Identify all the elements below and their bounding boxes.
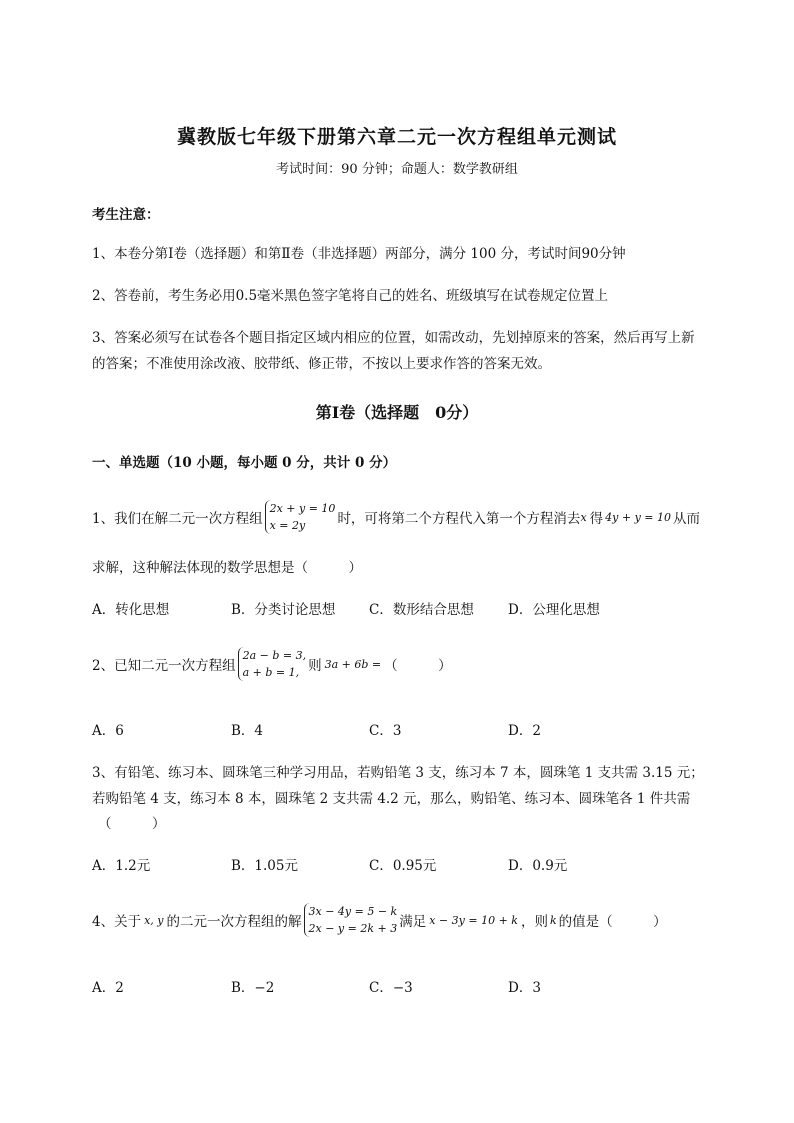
question-4-line-1: 4、关于 x, y 的二元一次方程组的解 3x − 4y = 5 − k 2x − y = 2k + 3 满足 x − 3y = 10 + k ，则 k 的值是（ ）	[92, 905, 667, 935]
question-3-option-a: A．1.2元	[92, 858, 151, 874]
exam-title: 冀教版七年级下册第六章二元一次方程组单元测试	[176, 126, 617, 148]
question-1-line-2: 求解，这种解法体现的数学思想是（ ）	[92, 560, 362, 576]
section-title: 第Ⅰ卷（选择题 0分）	[315, 403, 479, 422]
equation-system-2: 2a − b = 3, a + b = 1,	[238, 647, 307, 681]
question-3-option-d: D．0.9元	[508, 858, 568, 874]
question-1-option-d: D．公理化思想	[508, 602, 600, 618]
question-4-option-d: D．3	[508, 980, 541, 996]
equation-system-1: 2x + y = 10 x = 2y	[265, 500, 336, 534]
notice-heading: 考生注意：	[92, 207, 160, 223]
equation-system-4: 3x − 4y = 5 − k 2x − y = 2k + 3	[304, 903, 398, 937]
question-3-line-3: （ ）	[98, 816, 166, 832]
question-3-option-b: B．1.05元	[231, 858, 298, 874]
question-4-option-a: A．2	[92, 980, 124, 996]
question-3-line-2: 若购铅笔 4 支，练习本 8 本，圆珠笔 2 支共需 4.2 元，那么，购铅笔、练习本、圆珠笔各 1 件共需	[92, 791, 691, 807]
question-1-option-a: A．转化思想	[92, 602, 170, 618]
question-1-option-b: B．分类讨论思想	[231, 602, 336, 618]
question-2-option-b: B．4	[231, 723, 264, 739]
exam-subtitle: 考试时间：90 分钟；命题人：数学教研组	[276, 162, 518, 177]
notice-item-3: 3、答案必须写在试卷各个题目指定区域内相应的位置，如需改动，先划掉原来的答案，然后再写上新	[92, 330, 695, 346]
question-1-option-c: C．数形结合思想	[369, 602, 474, 618]
question-1-line-1: 1、我们在解二元一次方程组 2x + y = 10 x = 2y 时，可将第二个方程代入第一个方程消去x 得 4y + y = 10 从而	[92, 502, 701, 532]
question-3-line-1: 3、有铅笔、练习本、圆珠笔三种学习用品，若购铅笔 3 支，练习本 7 本，圆珠笔 1 支共需 3.15 元；	[92, 765, 704, 781]
question-4-option-c: C．−3	[369, 980, 413, 996]
question-2-option-c: C．3	[369, 723, 402, 739]
notice-item-1: 1、本卷分第Ⅰ卷（选择题）和第Ⅱ卷（非选择题）两部分，满分 100 分，考试时间90分钟	[92, 246, 626, 262]
question-4-option-b: B．−2	[231, 980, 275, 996]
notice-item-2: 2、答卷前，考生务必用0.5毫米黑色签字笔将自己的姓名、班级填写在试卷规定位置上	[92, 288, 609, 304]
question-2-option-d: D．2	[508, 723, 541, 739]
question-2-option-a: A．6	[92, 723, 124, 739]
question-2-line-1: 2、已知二元一次方程组 2a − b = 3, a + b = 1, 则 3a + 6b = （ ）	[92, 649, 452, 679]
question-3-option-c: C．0.95元	[369, 858, 437, 874]
part-title: 一、单选题（10 小题，每小题 0 分，共计 0 分）	[92, 455, 397, 471]
notice-item-3-cont: 的答案；不准使用涂改液、胶带纸、修正带，不按以上要求作答的答案无效。	[92, 356, 551, 372]
